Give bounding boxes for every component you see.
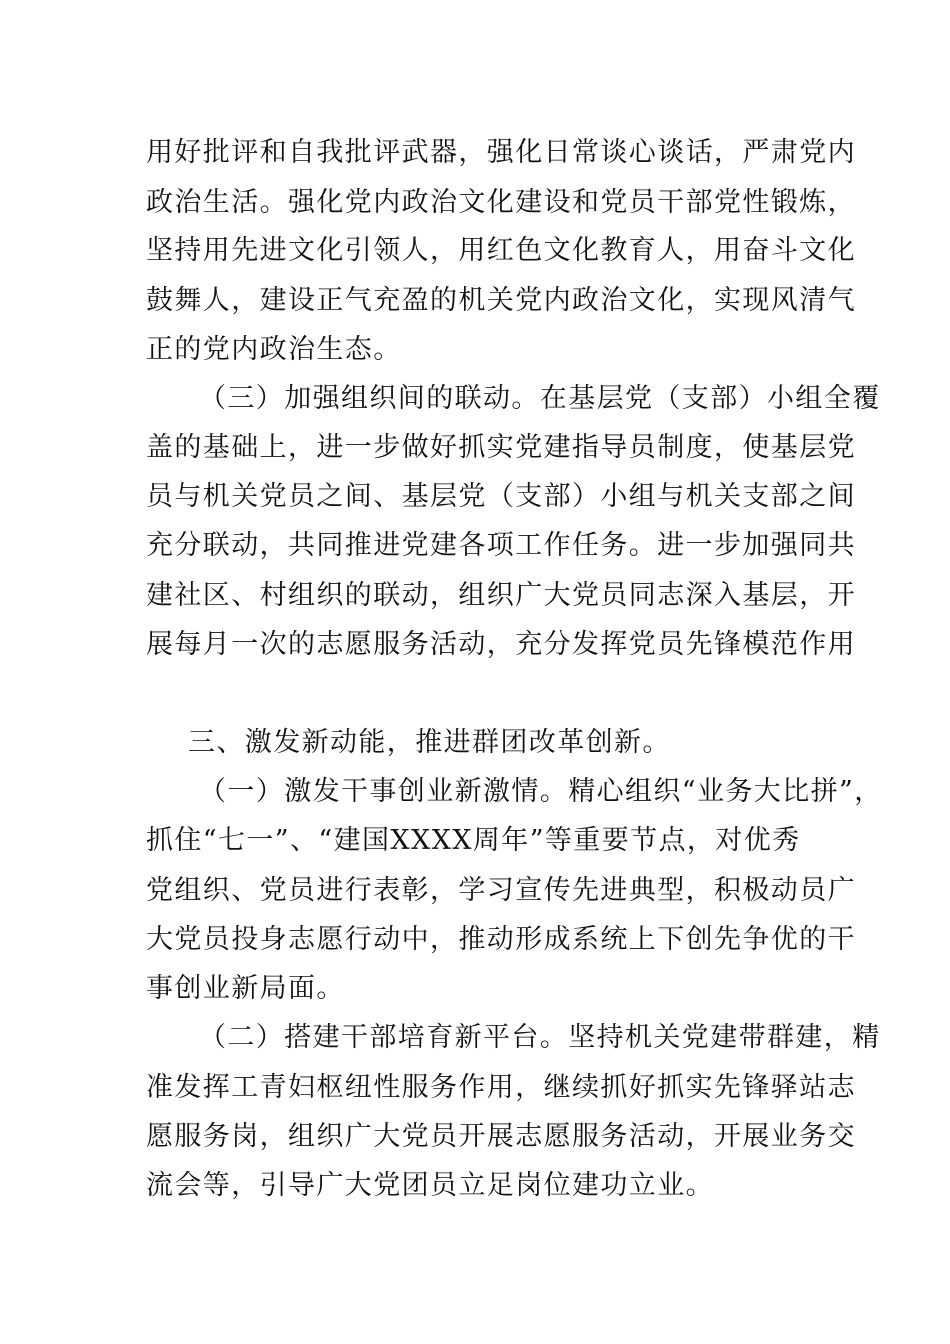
body-text-line: 员与机关党员之间、基层党（支部）小组与机关支部之间 xyxy=(146,481,856,512)
body-text-line: 流会等，引导广大党团员立足岗位建功立业。 xyxy=(146,1170,714,1201)
body-text-line: 准发挥工青妇枢纽性服务作用，继续抓好抓实先锋驿站志 xyxy=(146,1072,856,1103)
body-text-line: 坚持用先进文化引领人，用红色文化教育人，用奋斗文化 xyxy=(146,235,856,266)
section-heading-3: 三、激发新动能，推进群团改革创新。 xyxy=(188,727,671,758)
body-text-line: 鼓舞人，建设正气充盈的机关党内政治文化，实现风清气 xyxy=(146,285,856,316)
subsection-heading-2: （二）搭建干部培育新平台。坚持机关党建带群建，精 xyxy=(199,1022,881,1053)
body-text-line: 建社区、村组织的联动，组织广大党员同志深入基层，开 xyxy=(146,580,856,611)
body-text-line: 正的党内政治生态。 xyxy=(146,334,402,365)
body-text-line: 盖的基础上，进一步做好抓实党建指导员制度，使基层党 xyxy=(146,432,856,463)
body-text-line: 政治生活。强化党内政治文化建设和党员干部党性锻炼， xyxy=(146,187,856,218)
body-text-line: 用好批评和自我批评武器，强化日常谈心谈话，严肃党内 xyxy=(146,137,856,168)
body-text-line: 充分联动，共同推进党建各项工作任务。进一步加强同共 xyxy=(146,530,856,561)
subsection-heading-3: （三）加强组织间的联动。在基层党（支部）小组全覆 xyxy=(199,383,881,414)
body-text-line: 党组织、党员进行表彰，学习宣传先进典型，积极动员广 xyxy=(146,875,856,906)
subsection-heading-1: （一）激发干事创业新激情。精心组织“业务大比拼”， xyxy=(199,776,883,807)
body-text-line: 事创业新局面。 xyxy=(146,973,345,1004)
body-text-line: 大党员投身志愿行动中，推动形成系统上下创先争优的干 xyxy=(146,924,856,955)
body-text-line: 抓住“七一”、“建国XXXX周年”等重要节点，对优秀 xyxy=(146,825,801,856)
body-text-line: 展每月一次的志愿服务活动，充分发挥党员先锋模范作用 xyxy=(146,629,856,660)
body-text-line: 愿服务岗，组织广大党员开展志愿服务活动，开展业务交 xyxy=(146,1121,856,1152)
